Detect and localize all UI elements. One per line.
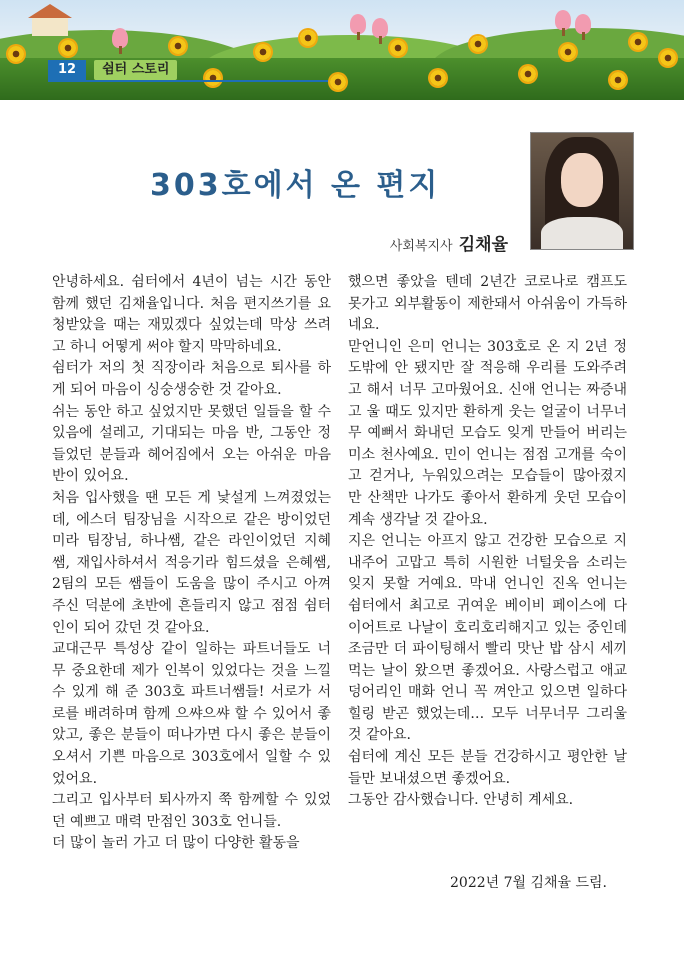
sunflower-icon [8,46,24,62]
sunflower-icon [610,72,626,88]
page-tag [48,60,177,80]
sunflower-icon [330,74,346,90]
sunflower-icon [630,34,646,50]
sunflower-icon [470,36,486,52]
tree-icon [350,14,366,34]
paragraph: 맏언니인 은미 언니는 303호로 온 지 2년 정도밖에 안 됐지만 잘 적응해 우리를 도와주려고 해서 너무 고마웠어요. 신애 언니는 짜증내고 울 때도 있지만 환하게 웃는 얼굴이 너무너무 예뻐서 화내던 모습도 잊게 만들어 버리는 미소 천사예요. 민이 언니는 점점 고개를 숙이고 걷거나, 누워있으려는 모습들이 많아졌지만 산책만 나가도 좋아서 환하게 웃던 모습이 계속 생각날 것 같아요. [348,338,627,528]
sunflower-icon [660,50,676,66]
article-title: 303호에서 온 편지 [150,168,441,203]
paragraph: 그리고 입사부터 퇴사까지 쭉 함께할 수 있었던 예쁘고 매력 만점인 303호 언니들. [52,792,331,830]
tree-icon [575,14,591,34]
byline-role: 사회복지사 [389,239,453,254]
paragraph: 쉼터가 저의 첫 직장이라 처음으로 퇴사를 하게 되어 마음이 싱숭생숭한 것 같아요. [52,360,331,398]
article-column-left [52,272,331,855]
page-number: 12 [48,60,86,80]
paragraph: 그동안 감사했습니다. 안녕히 계세요. [348,792,574,809]
byline [390,230,508,255]
sunflower-icon [205,70,221,86]
section-label: 쉼터 스토리 [94,60,177,80]
sunflower-icon [520,66,536,82]
sunflower-icon [255,44,271,60]
tree-icon [372,18,388,38]
tree-icon [555,10,571,30]
paragraph: 했으면 좋았을 텐데 2년간 코로나로 캠프도 못가고 외부활동이 제한돼서 아쉬움이 가득하네요. [348,274,627,334]
header-banner [0,0,684,100]
paragraph: 처음 입사했을 땐 모든 게 낯설게 느껴졌었는데, 에스더 팀장님을 시작으로 같은 방이었던 미라 팀장님, 하나쌤, 같은 라인이었던 지혜쌤, 재입사하셔서 적응기라 힘드셨을 은혜쌤, 2팀의 모든 쌤들이 도움을 많이 주시고 아껴주신 덕분에 초반에 흔들리지 않고 점점 쉼터인이 되어 갔던 것 같아요. [52,489,331,636]
sunflower-icon [430,70,446,86]
paragraph: 지은 언니는 아프지 않고 건강한 모습으로 지내주어 고맙고 특히 시원한 너털웃음 소리는 잊지 못할 거예요. 막내 언니인 진옥 언니는 쉼터에서 최고로 귀여운 베이비 페이스에 다이어트로 나날이 호리호리해지고 있는 중인데 조금만 더 파이팅해서 빨리 맛난 밥 삼시 세끼 먹는 날이 왔으면 좋겠어요. 사랑스럽고 애교덩어리인 매화 언니 꼭 껴안고 있으면 일하다 힐링 받곤 했었는데… 모두 너무너무 그리울 것 같아요. [348,533,627,744]
signature: 2022년 7월 김채율 드림. [450,875,608,891]
byline-name: 김채율 [458,235,508,255]
paragraph: 쉼터에 계신 모든 분들 건강하시고 평안한 날들만 보내셨으면 좋겠어요. [348,749,627,787]
header-divider [48,80,328,82]
sunflower-icon [170,38,186,54]
sunflower-icon [560,44,576,60]
author-photo [530,132,634,250]
article-column-right [348,272,627,812]
house-icon [20,4,80,36]
paragraph: 교대근무 특성상 같이 일하는 파트너들도 너무 중요한데 제가 인복이 있었다는 것을 느낄 수 있게 해 준 303호 파트너쌤들! 서로가 서로를 배려하며 함께 으쌰으쌰 할 수 있어서 좋았고, 좋은 분들이 떠나가면 다시 좋은 분들이 오셔서 기쁜 마음으로 303호에서 일할 수 있었어요. [52,641,331,787]
paragraph: 쉬는 동안 하고 싶었지만 못했던 일들을 할 수 있음에 설레고, 기대되는 마음 반, 그동안 정들었던 분들과 헤어짐에서 오는 아쉬운 마음 반이 있어요. [52,403,331,485]
sunflower-icon [60,40,76,56]
sunflower-icon [300,30,316,46]
paragraph: 더 많이 놀러 가고 더 많이 다양한 활동을 [52,835,300,852]
tree-icon [112,28,128,48]
paragraph: 안녕하세요. 쉼터에서 4년이 넘는 시간 동안 함께 했던 김채율입니다. 처음 편지쓰기를 요청받았을 때는 재밌겠다 싶었는데 막상 쓰려고 하니 어떻게 써야 할지 막막하네요. [52,274,331,355]
sunflower-icon [390,40,406,56]
